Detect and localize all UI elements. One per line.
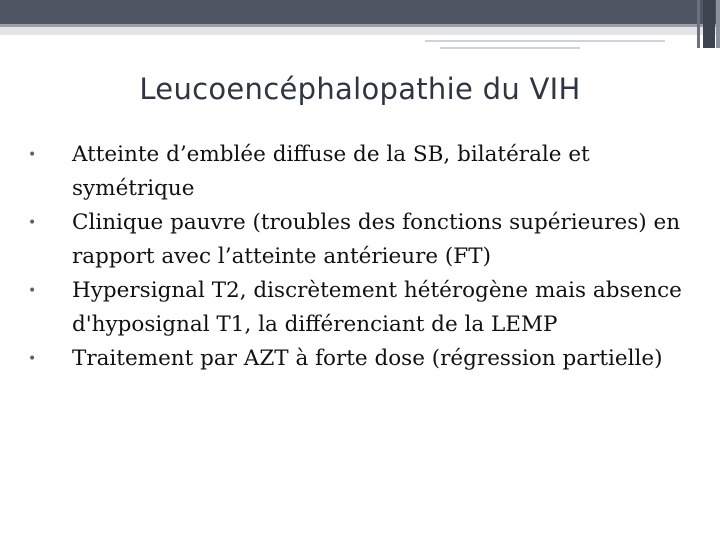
bullet-item [22,206,702,274]
bullet-icon: • [28,215,37,231]
bullet-icon: • [28,283,37,299]
bullet-list [22,138,702,376]
header-decor-line-short [440,47,580,49]
bullet-icon: • [28,351,37,367]
bullet-item [22,274,702,342]
slide-title: Leucoencéphalopathie du VIH [139,72,581,106]
bullet-icon: • [28,147,37,163]
bullet-item [22,138,702,206]
corner-stripe [703,0,715,48]
bullet-text: Atteinte d’emblée diffuse de la SB, bilatérale et symétrique [72,142,590,201]
corner-stripe [716,0,720,48]
corner-stripe [697,0,700,48]
header-bar [0,0,720,24]
bullet-text: Clinique pauvre (troubles des fonctions supérieures) en rapport avec l’atteinte antérieure (FT) [72,210,681,269]
bullet-text: Traitement par AZT à forte dose (régression partielle) [72,346,663,371]
bullet-text: Hypersignal T2, discrètement hétérogène mais absence d'hyposignal T1, la différenciant de la LEMP [72,278,682,337]
header-light-band [0,27,720,35]
header-decor-line [425,40,665,42]
bullet-item [22,342,702,376]
